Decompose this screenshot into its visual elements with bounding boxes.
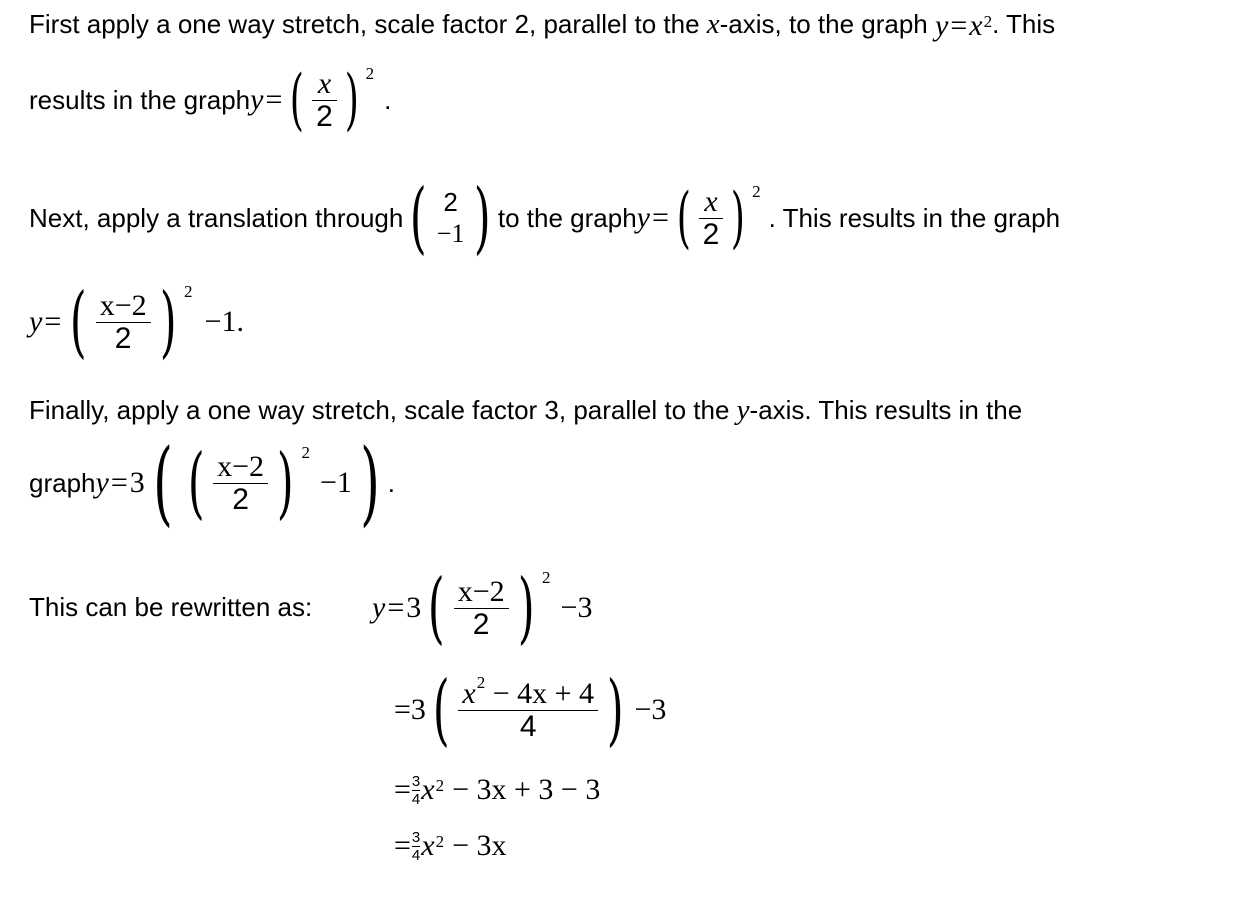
- fraction-denominator: 2: [472, 607, 490, 641]
- eq-equals: =: [950, 9, 968, 43]
- fraction: [312, 68, 337, 132]
- fraction-denominator: 2: [114, 321, 132, 355]
- eq-exponent: 2: [983, 12, 993, 32]
- equation-x-over-2-squared-2: y = ( $\frac{x}{2}$ ) 2: [636, 179, 761, 256]
- fraction-numerator: x: [704, 185, 718, 218]
- rewrite-label: This can be rewritten as:: [29, 592, 313, 622]
- para1-line2: [29, 56, 391, 144]
- para2-line1: [29, 172, 1060, 264]
- equation-x-over-2-squared: y = ( $\frac{x}{2}$ ) 2: [250, 61, 375, 138]
- rewrite-step4: = $\frac{3}{4}$ x 2 − 3x: [394, 828, 507, 864]
- para3-line1-pre: Finally, apply a one way stretch, scale factor 3, parallel to the: [29, 395, 737, 425]
- coefficient: =3: [394, 693, 426, 726]
- exponent: 2: [752, 182, 761, 201]
- fraction-denominator: 4: [519, 709, 537, 743]
- rewrite-step3: = $\frac{3}{4}$ x 2 − 3x + 3 − 3: [394, 772, 601, 808]
- final-equation: y = 3 ( ( $\frac{x-2}{2}$ ) 2 −1 ): [95, 429, 380, 536]
- para3-line2: [29, 428, 395, 538]
- fraction-denominator: 2: [232, 482, 249, 516]
- rewrite-step2: =3 ( $\frac{x^2 - 4x + 4}{4}$ ) −3: [394, 665, 667, 755]
- translation-vector: ( 2 −1 ): [410, 173, 492, 263]
- para2-result-equation: y = ( $\frac{x-2}{2}$ ) 2 −1.: [29, 277, 244, 367]
- para1-line1: [29, 8, 1055, 43]
- para2-line1-mid: to the graph: [497, 202, 637, 233]
- para1-line1-text: First apply a one way stretch, scale factor 2, parallel to the: [29, 9, 707, 39]
- fraction-denominator: 2: [702, 217, 720, 251]
- equation-y-x-squared: [935, 9, 992, 43]
- para3-line2-text: graph: [29, 467, 96, 498]
- exponent: 2: [365, 64, 375, 83]
- para1-line2-end: .: [384, 84, 392, 115]
- fraction-denominator: 2: [316, 99, 333, 133]
- exponent: 2: [301, 443, 310, 462]
- para1-line2-text: results in the graph: [29, 84, 251, 115]
- right-paren: ): [344, 61, 359, 138]
- inner-tail: −1: [319, 466, 352, 499]
- vector-top: 2: [443, 186, 458, 217]
- step-tail: −3: [560, 591, 593, 624]
- coefficient: 3: [129, 466, 145, 499]
- rewrite-step1: y = 3 ( $\frac{x-2}{2}$ ) 2 −3: [372, 563, 593, 653]
- exponent: 2: [542, 568, 551, 587]
- para3-line2-end: .: [387, 467, 396, 498]
- y-variable: y: [736, 394, 750, 426]
- para3-line1-post: -axis. This results in the: [749, 395, 1023, 425]
- fraction-numerator: x−2: [99, 289, 147, 322]
- fraction-numerator: x: [317, 67, 332, 100]
- exponent: 2: [184, 282, 193, 301]
- coefficient: 3: [406, 591, 422, 624]
- para2-line1-end: . This results in the graph: [768, 202, 1061, 233]
- fraction-numerator: x−2: [457, 575, 505, 608]
- left-paren: (: [290, 61, 305, 138]
- para1-line1-mid: -axis, to the graph: [719, 9, 935, 39]
- result-tail: −1.: [204, 305, 244, 338]
- fraction-numerator: x−2: [217, 450, 265, 483]
- eq-y: y: [934, 9, 949, 43]
- para1-line1-end: . This: [992, 9, 1056, 39]
- eq-x: x: [969, 9, 983, 43]
- para2-line1-text: Next, apply a translation through: [29, 202, 404, 233]
- step-tail: −3: [634, 693, 667, 726]
- para3-line1: [29, 394, 1022, 427]
- vector-bottom: −1: [436, 219, 465, 248]
- x-variable: x: [706, 8, 720, 40]
